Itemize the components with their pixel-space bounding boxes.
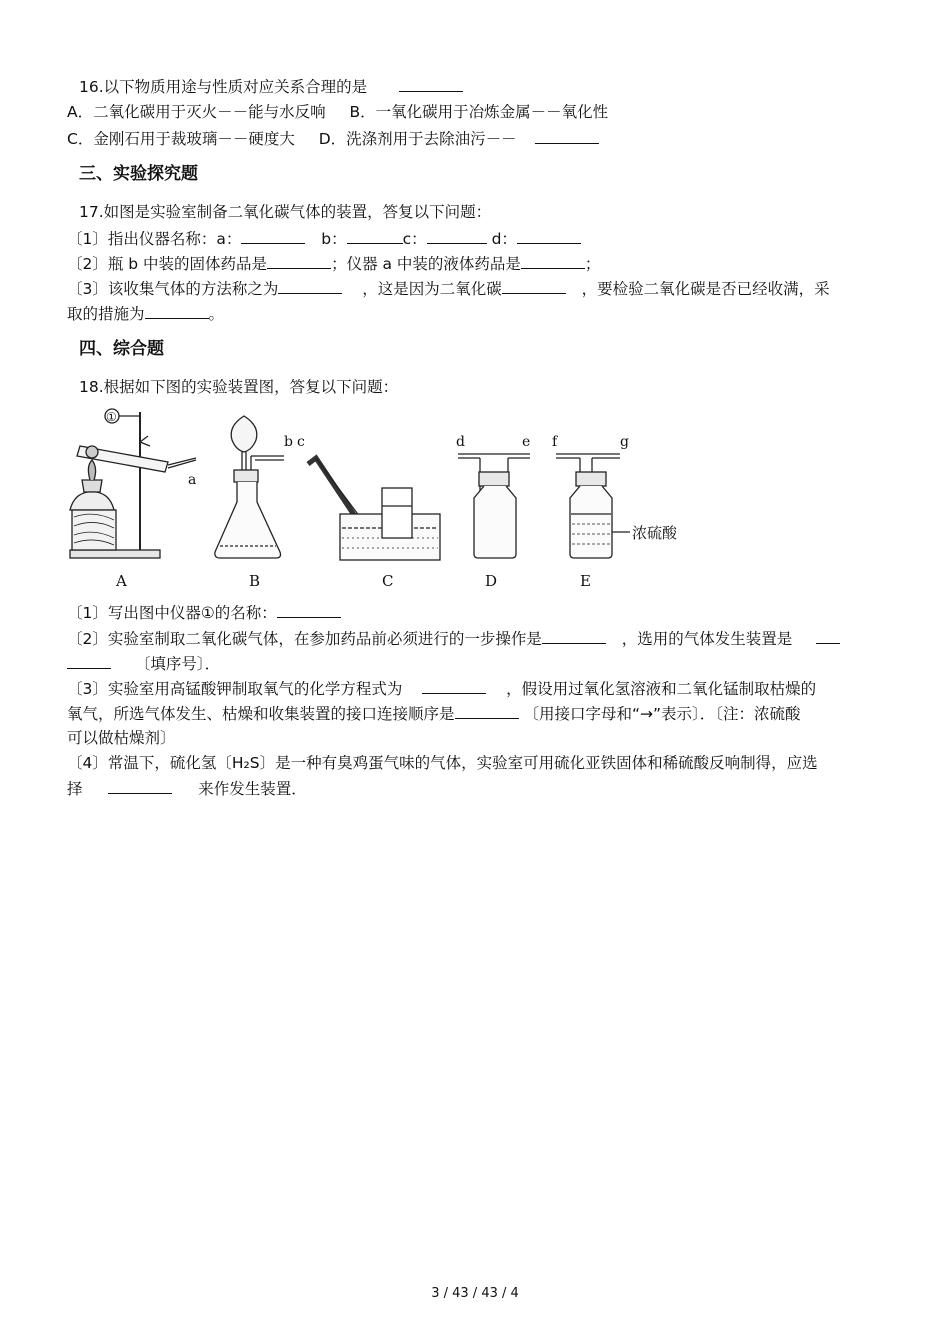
q16-option-b: B．一氧化碳用于冶炼金属－－氧化性 bbox=[349, 103, 609, 121]
q18-blank-equation[interactable] bbox=[422, 678, 486, 694]
q17-blank-method[interactable] bbox=[278, 278, 342, 294]
q17-blank-check[interactable] bbox=[145, 303, 209, 319]
q16-answer-blank[interactable] bbox=[399, 76, 463, 92]
q18-part3-cont bbox=[67, 703, 801, 724]
apparatus-b-label: B bbox=[249, 572, 261, 590]
q17-blank-c[interactable] bbox=[427, 228, 487, 244]
q17-p3-d: 取的措施为 bbox=[67, 305, 145, 323]
q17-blank-a[interactable] bbox=[241, 228, 305, 244]
q18-blank-device-b[interactable] bbox=[67, 653, 111, 669]
page-number: 3 / 43 / 43 / 4 bbox=[431, 1286, 519, 1301]
q18-p1: 〔1〕写出图中仪器①的名称： bbox=[67, 604, 277, 622]
apparatus-b-flask bbox=[215, 416, 284, 558]
q17-part3 bbox=[67, 278, 830, 299]
q18-p2-a: 〔2〕实验室制取二氧化碳气体，在参加药品前必须进行的一步操作是 bbox=[67, 630, 542, 648]
q17-p3-e: 。 bbox=[208, 305, 225, 323]
apparatus-c-label: C bbox=[382, 572, 394, 590]
apparatus-e-wash-bottle bbox=[556, 454, 630, 558]
q18-blank-generator[interactable] bbox=[108, 778, 172, 794]
q18-stem: 18.根据如下图的实验装置图，答复以下问题： bbox=[79, 378, 399, 396]
port-f-label: f bbox=[552, 434, 558, 450]
port-a-label: a bbox=[188, 472, 197, 488]
q17-p2-c: ； bbox=[584, 255, 601, 273]
q17-part2 bbox=[67, 253, 600, 274]
q18-p2-b: ，选用的气体发生装置是 bbox=[621, 630, 793, 648]
q17-p1-d: d： bbox=[491, 230, 517, 248]
q17-p3-a: 〔3〕该收集气体的方法称之为 bbox=[67, 280, 279, 298]
q18-p3-d: 〔用接口字母和“→”表示〕．〔注：浓硫酸 bbox=[523, 705, 801, 723]
circled-one-label: ① bbox=[106, 410, 117, 424]
q18-p3-c: 氧气，所选气体发生、枯燥和收集装置的接口连接顺序是 bbox=[67, 705, 455, 723]
section3-title: 三、实验探究题 bbox=[79, 164, 198, 184]
q18-part4-cont bbox=[67, 778, 307, 799]
apparatus-d-bottle bbox=[458, 454, 530, 558]
q16-options-ab bbox=[67, 102, 608, 122]
q17-stem: 17.如图是实验室制备二氧化碳气体的装置，答复以下问题： bbox=[79, 203, 492, 221]
q18-p3-a: 〔3〕实验室用高锰酸钾制取氧气的化学方程式为 bbox=[67, 680, 403, 698]
q17-blank-liquid[interactable] bbox=[521, 253, 585, 269]
apparatus-a-iron-stand bbox=[70, 409, 196, 558]
q16-stem-line bbox=[79, 76, 463, 97]
apparatus-a-alcohol-lamp bbox=[70, 460, 114, 510]
apparatus-c-trough bbox=[308, 458, 440, 560]
q17-blank-reason[interactable] bbox=[502, 278, 566, 294]
q17-p3-b: ，这是因为二氧化碳 bbox=[362, 280, 502, 298]
q17-p2-b: ；仪器 a 中装的液体药品是 bbox=[331, 255, 521, 273]
apparatus-figure bbox=[60, 402, 700, 594]
q16-option-c: C．金刚石用于裁玻璃－－硬度大 bbox=[67, 130, 295, 148]
q17-p3-c: ，要检验二氧化碳是否已经收满，采 bbox=[581, 280, 830, 298]
q16-stem: 16.以下物质用途与性质对应关系合理的是 bbox=[79, 78, 368, 96]
q17-p1-prefix: 〔1〕指出仪器名称：a： bbox=[67, 230, 242, 248]
port-g-label: g bbox=[620, 434, 629, 450]
q17-p1-c: c： bbox=[402, 230, 427, 248]
q18-blank-instrument[interactable] bbox=[277, 602, 341, 618]
q18-p4-c: 来作发生装置． bbox=[198, 780, 307, 798]
q18-p3-b: ，假设用过氧化氢溶液和二氧化锰制取枯燥的 bbox=[506, 680, 817, 698]
port-d-label: d bbox=[456, 434, 465, 450]
q17-blank-solid[interactable] bbox=[267, 253, 331, 269]
q18-part3 bbox=[67, 678, 816, 699]
q18-blank-operation[interactable] bbox=[542, 628, 606, 644]
q18-p4-a: 〔4〕常温下，硫化氢〔H₂S〕是一种有臭鸡蛋气味的气体，实验室可用硫化亚铁固体和稀硫酸反响制得，应选 bbox=[67, 754, 818, 772]
q17-part1 bbox=[67, 228, 581, 249]
q18-blank-device-a[interactable] bbox=[816, 628, 840, 644]
q18-p2-c: 〔填序号〕． bbox=[134, 655, 221, 673]
port-c-label: c bbox=[297, 434, 305, 450]
q17-blank-d[interactable] bbox=[517, 228, 581, 244]
apparatus-d-label: D bbox=[485, 572, 498, 590]
section4-title: 四、综合题 bbox=[79, 339, 164, 359]
apparatus-a-label: A bbox=[116, 572, 127, 590]
q16-option-d-blank[interactable] bbox=[535, 128, 599, 144]
q18-blank-sequence[interactable] bbox=[455, 703, 519, 719]
q18-part2-cont bbox=[67, 653, 220, 674]
q18-p4-b: 择 bbox=[67, 780, 83, 798]
q18-part2 bbox=[67, 628, 840, 649]
port-b-label: b bbox=[284, 434, 293, 450]
port-e-label: e bbox=[522, 434, 531, 450]
q18-part1 bbox=[67, 602, 341, 623]
q17-blank-b[interactable] bbox=[347, 228, 403, 244]
acid-label: 浓硫酸 bbox=[632, 524, 678, 542]
q16-option-a: A．二氧化碳用于灭火－－能与水反响 bbox=[67, 103, 326, 121]
q17-p1-b: b： bbox=[321, 230, 347, 248]
q16-option-d: D．洗涤剂用于去除油污－－ bbox=[318, 130, 517, 148]
q17-part3-cont bbox=[67, 303, 224, 324]
q17-p2-a: 〔2〕瓶 b 中装的固体药品是 bbox=[67, 255, 268, 273]
q16-options-cd bbox=[67, 128, 599, 149]
apparatus-e-label: E bbox=[580, 572, 591, 590]
q18-p3-e: 可以做枯燥剂〕 bbox=[67, 729, 176, 747]
apparatus-a-wood-block bbox=[72, 510, 116, 550]
